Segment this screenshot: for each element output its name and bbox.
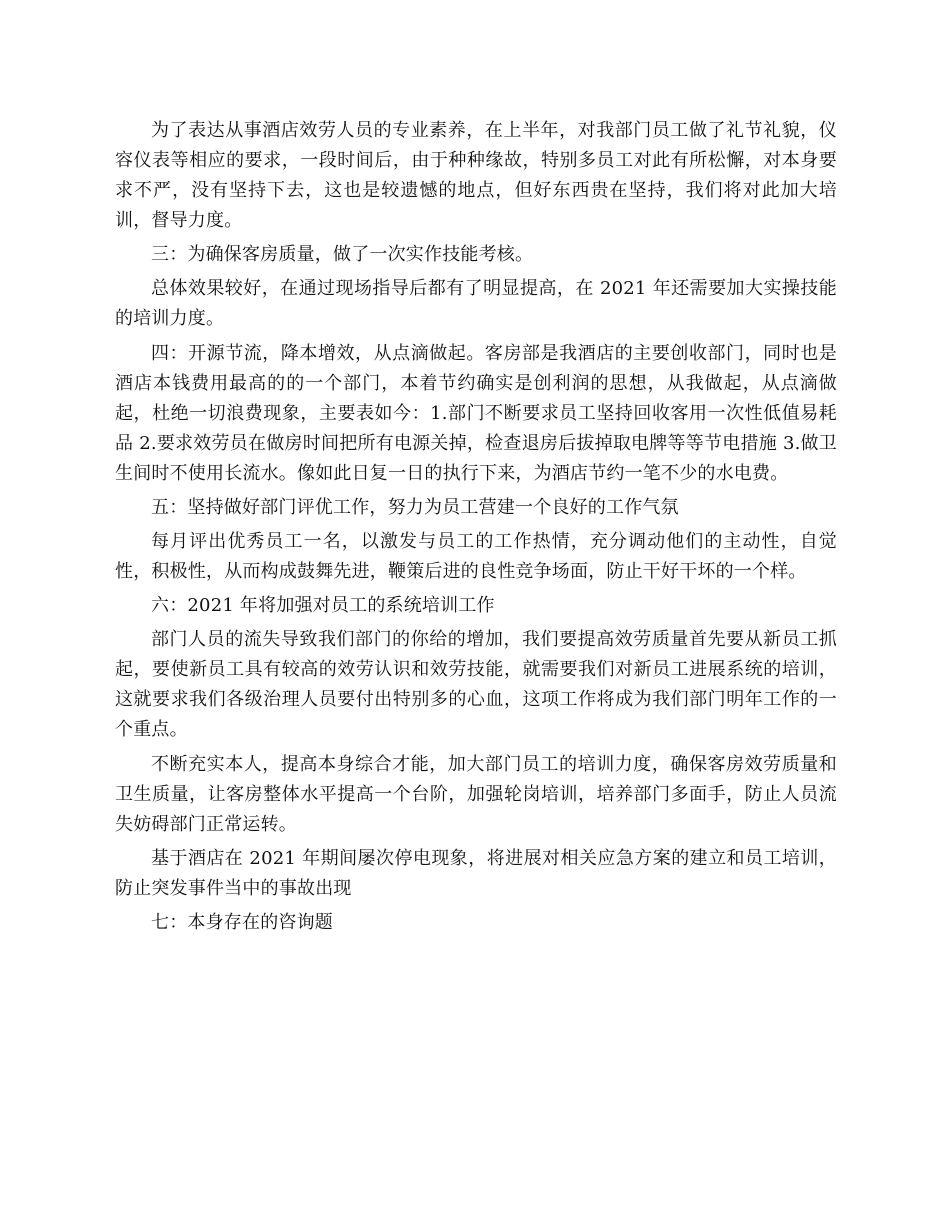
heading-training-plan: 六：2021 年将加强对员工的系统培训工作	[151, 595, 495, 617]
paragraph-emergency-plan: 基于酒店在 2021 年期间屡次停电现象，将进展对相关应急方案的建立和员工培训，防止突发事件当中的事故出现	[115, 847, 837, 899]
paragraph-self-improvement: 不断充实本人，提高本身综合才能，加大部门员工的培训力度，确保客房效劳质量和卫生质量，让客房整体水平提高一个台阶，加强轮岗培训，培养部门多面手，防止人员流失妨碍部门正常运转。	[115, 753, 837, 835]
paragraph-skills-result: 总体效果较好，在通过现场指导后都有了明显提高，在 2021 年还需要加大实操技能的培训力度。	[115, 278, 837, 330]
paragraph-monthly-award: 每月评出优秀员工一名，以激发与员工的工作热情，充分调动他们的主动性，自觉性，积极性，从而构成鼓舞先进，鞭策后进的良性竞争场面，防止干好干坏的一个样。	[115, 530, 837, 582]
heading-existing-issues: 七：本身存在的咨询题	[151, 911, 333, 933]
paragraph-cost-saving: 四：开源节流，降本增效，从点滴做起。客房部是我酒店的主要创收部门，同时也是酒店本钱费用最高的的一个部门，本着节约确实是创利润的思想，从我做起，从点滴做起，杜绝一切浪费现象，主要表如今：1.部门不断要求员工坚持回收客用一次性低值易耗品 2.要求效劳员在做房时间把所有电源关掉，检查退房后拔掉取电牌等等节电措施 3.做卫生间时不使用长流水。像如此日复一日的执行下来，为酒店节约一笔不少的水电费。	[115, 342, 837, 484]
document-body	[115, 116, 837, 942]
paragraph-etiquette-training: 为了表达从事酒店效劳人员的专业素养，在上半年，对我部门员工做了礼节礼貌，仪容仪表等相应的要求，一段时间后，由于种种缘故，特别多员工对此有所松懈，对本身要求不严，没有坚持下去，这也是较遗憾的地点，但好东西贵在坚持，我们将对此加大培训，督导力度。	[115, 120, 837, 231]
heading-room-quality-assessment: 三：为确保客房质量，做了一次实作技能考核。	[151, 244, 534, 266]
paragraph-new-staff-training: 部门人员的流失导致我们部门的你给的增加，我们要提高效劳质量首先要从新员工抓起，要使新员工具有较高的效劳认识和效劳技能，就需要我们对新员工进展系统的培训，这就要求我们各级治理人员要付出特别多的心血，这项工作将成为我们部门明年工作的一个重点。	[115, 629, 837, 741]
heading-staff-evaluation: 五：坚持做好部门评优工作，努力为员工营建一个良好的工作气氛	[151, 496, 679, 518]
